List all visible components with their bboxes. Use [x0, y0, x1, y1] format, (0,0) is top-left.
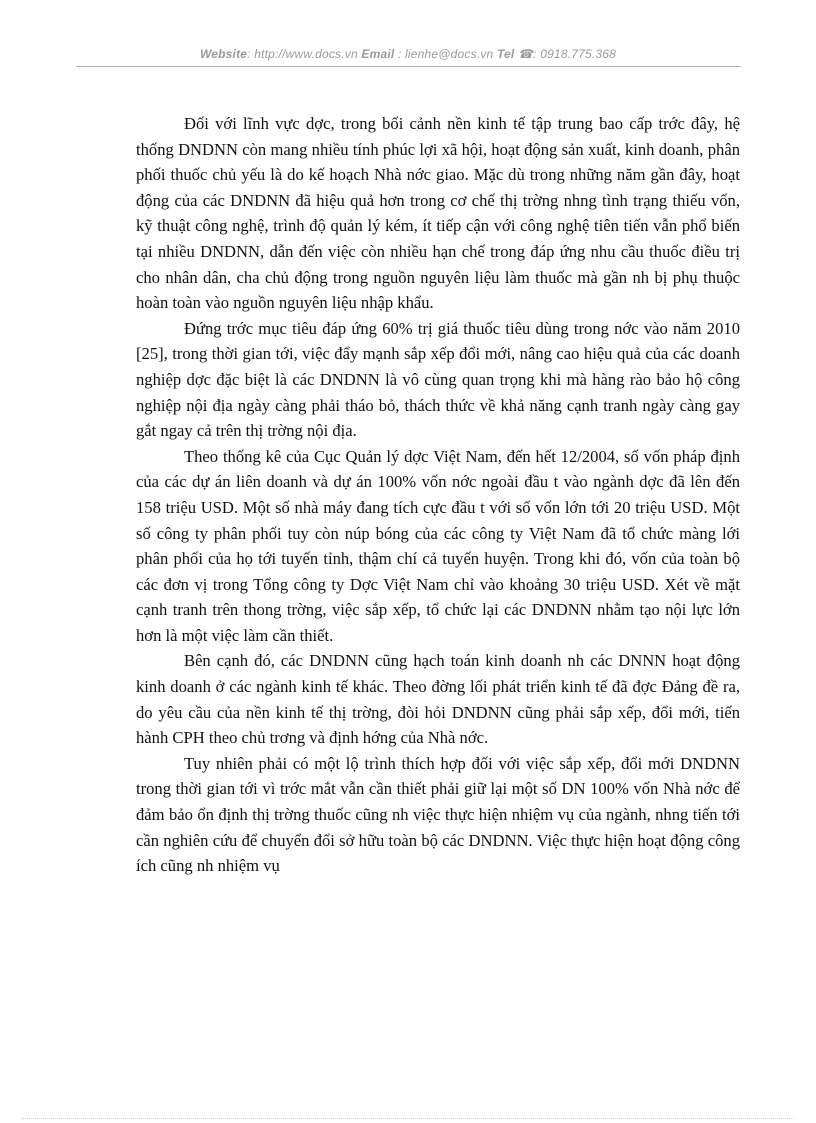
page-header — [0, 47, 816, 61]
paragraph-5: Tuy nhiên phải có một lộ trình thích hợp đối với việc sắp xếp, đổi mới DNDNN trong thời gian tới vì trớc mắt vẫn cần thiết phải giữ lại một số DN 100% vốn Nhà nớc để đảm bảo ổn định thị trờng thuốc cũng nh việc thực hiện nhiệm vụ của ngành, nhng tiến tới cần nghiên cứu để chuyển đổi sở hữu toàn bộ các DNDNN. Việc thực hiện hoạt động công ích cũng nh nhiệm vụ — [136, 753, 740, 876]
email-address[interactable]: : lienhe@docs.vn — [397, 47, 494, 61]
website-url[interactable]: : http://www.docs.vn — [247, 47, 358, 61]
paragraph-2: Đứng trớc mục tiêu đáp ứng 60% trị giá thuốc tiêu dùng trong nớc vào năm 2010 [25], trong thời gian tới, việc đẩy mạnh sắp xếp đổi mới, nâng cao hiệu quả của các doanh nghiệp dợc đặc biệt là các DNDNN là vô cùng quan trọng khi mà hàng rào bảo hộ công nghiệp nội địa ngày càng phải tháo bỏ, thách thức về khả năng cạnh tranh ngày càng gay gắt ngay cả trên thị trờng nội địa. — [136, 318, 740, 441]
paragraph-3: Theo thống kê của Cục Quản lý dợc Việt Nam, đến hết 12/2004, số vốn pháp định của các dự án liên doanh và dự án 100% vốn nớc ngoài đầu t vào ngành dợc đã lên đến 158 triệu USD. Một số nhà máy đang tích cực đầu t với số vốn lớn tới 20 triệu USD. Một số công ty phân phối tuy còn núp bóng của các công ty Việt Nam đã tổ chức màng lới phân phối của họ tới tuyến tỉnh, thậm chí cả tuyến huyện. Trong khi đó, vốn của toàn bộ các đơn vị trong Tổng công ty Dợc Việt Nam chỉ vào khoảng 30 triệu USD. Xét về mặt cạnh tranh trên thong trờng, việc sắp xếp, tổ chức lại các DNDNN nhằm tạo nội lực lớn hơn là một việc làm cần thiết. — [136, 446, 740, 645]
website-label: Website — [199, 47, 248, 61]
paragraph-1: Đối với lĩnh vực dợc, trong bối cảnh nền kinh tế tập trung bao cấp trớc đây, hệ thống DNDNN còn mang nhiều tính phúc lợi xã hội, hoạt động sản xuất, kinh doanh, phân phối thuốc chủ yếu là do kế hoạch Nhà nớc giao. Mặc dù trong những năm gần đây, hoạt động của các DNDNN đã hiệu quả hơn trong cơ chế thị trờng nhng tình trạng thiếu vốn, kỹ thuật công nghệ, trình độ quản lý kém, ít tiếp cận với công nghệ tiên tiến vẫn phổ biến tại nhiều DNDNN, dẫn đến việc còn nhiều hạn chế trong đáp ứng nhu cầu thuốc điều trị cho nhân dân, cha chủ động trong nguồn nguyên liệu làm thuốc mà gần nh bị phụ thuộc hoàn toàn vào nguồn nguyên liệu nhập khẩu. — [136, 114, 740, 313]
header-divider — [76, 66, 741, 67]
document-body — [136, 111, 740, 879]
paragraph-4: Bên cạnh đó, các DNDNN cũng hạch toán kinh doanh nh các DNNN hoạt động kinh doanh ở các ngành kinh tế khác. Theo đờng lối phát triển kinh tế đã đợc Đảng đề ra, do yêu cầu của nền kinh tế thị trờng, đòi hỏi DNDNN cũng phải sắp xếp, đổi mới, tiến hành CPH theo chủ trơng và định hớng của Nhà nớc. — [136, 651, 740, 748]
email-label: Email — [361, 47, 395, 61]
phone-icon: ☎ — [518, 47, 534, 61]
tel-number: : 0918.775.368 — [533, 47, 617, 61]
footer-divider — [22, 1118, 794, 1119]
tel-label: Tel — [496, 47, 515, 61]
